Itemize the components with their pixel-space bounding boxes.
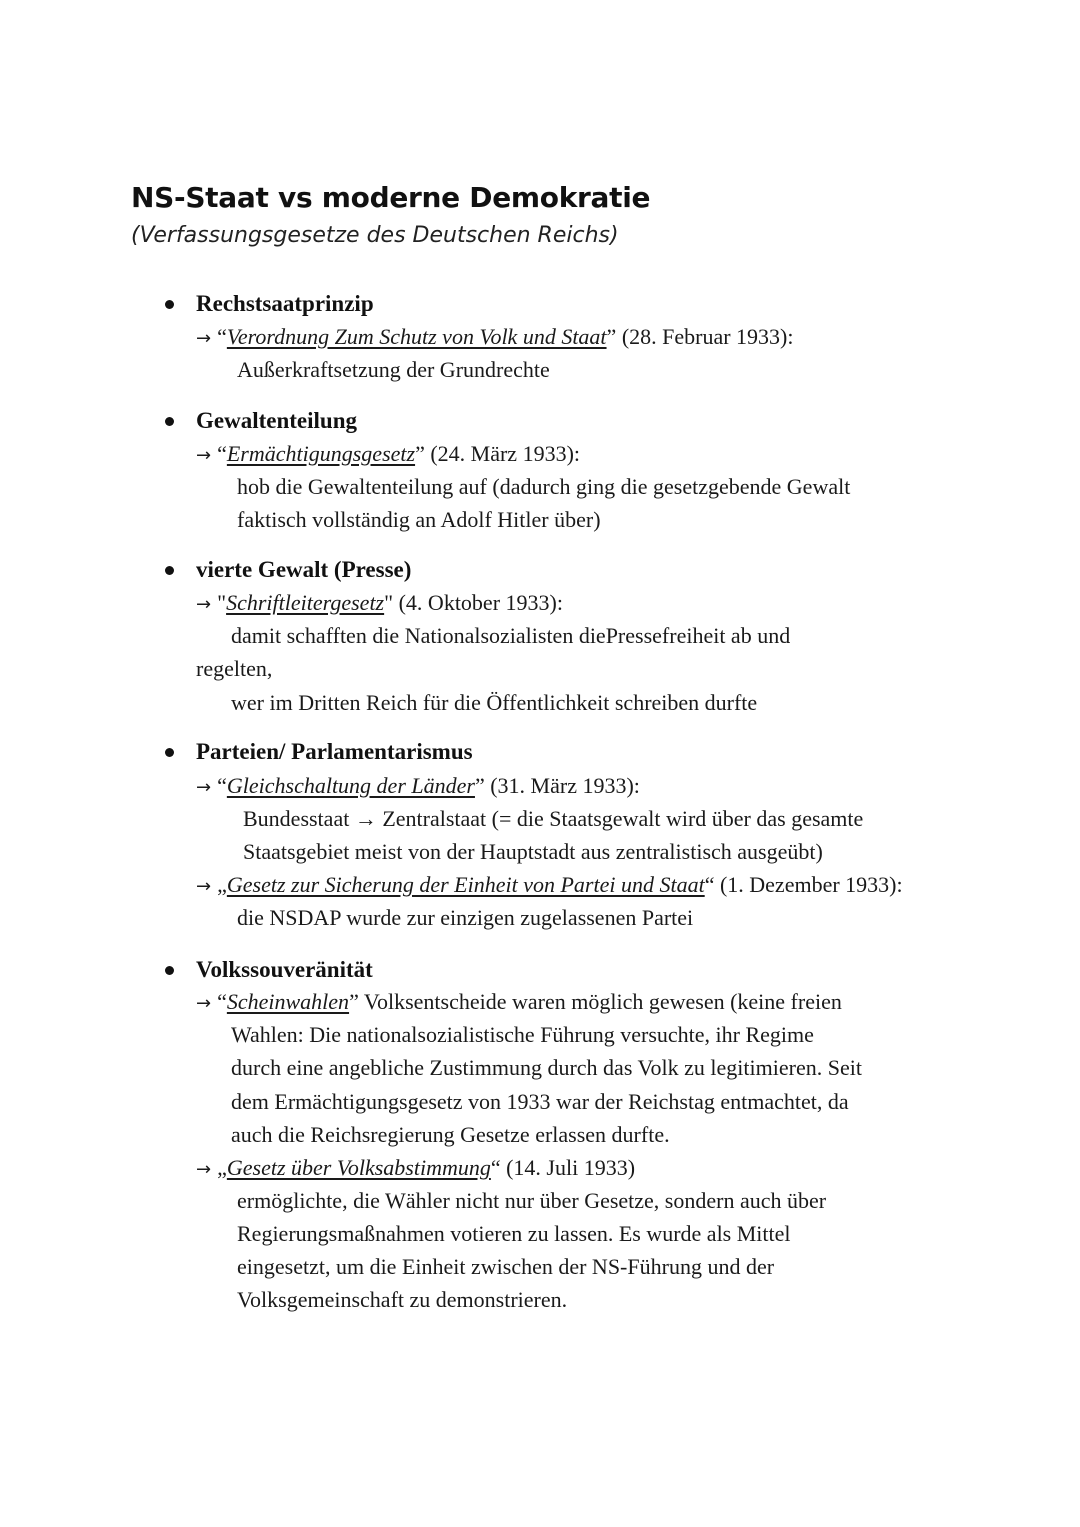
entry-text-line: wer im Dritten Reich für die Öffentlichkeit schreiben durfte (231, 690, 758, 715)
bullet-icon (165, 966, 174, 975)
law-name: Verordnung Zum Schutz von Volk und Staat (226, 324, 607, 349)
arrow-right-icon: → (196, 876, 212, 897)
law-name: Schriftleitergesetz (226, 590, 385, 615)
law-date: (14. Juli 1933) (500, 1155, 636, 1180)
bullet-icon (165, 748, 174, 757)
entry-text-line: Außerkraftsetzung der Grundrechte (237, 357, 550, 382)
section-heading: Volkssouveränität (196, 957, 373, 982)
entry-text-line: auch die Reichsregierung Gesetze erlassen durfte. (231, 1122, 670, 1147)
entry-text-line: damit schafften die Nationalsozialisten diePressefreiheit ab und (231, 623, 791, 648)
entry-text-line: faktisch vollständig an Adolf Hitler über) (237, 507, 601, 532)
law-name: Gesetz zur Sicherung der Einheit von Partei und Staat (226, 872, 705, 897)
entry-text-line: dem Ermächtigungsgesetz von 1933 war der Reichstag entmachtet, da (231, 1089, 849, 1114)
entry-text-line: Staatsgebiet meist von der Hauptstadt aus zentralistisch ausgeübt) (243, 839, 823, 864)
arrow-right-icon: → (196, 993, 212, 1014)
law-entry: → "Schriftleitergesetz" (4. Oktober 1933): (196, 588, 563, 620)
law-date: (24. März 1933): (424, 441, 581, 466)
entry-text-line: ermöglichte, die Wähler nicht nur über Gesetze, sondern auch über (237, 1188, 827, 1213)
entry-text-line: Volksgemeinschaft zu demonstrieren. (237, 1287, 568, 1312)
entry-text-line: Wahlen: Die nationalsozialistische Führung versuchte, ihr Regime (231, 1022, 814, 1047)
arrow-right-icon: → (196, 777, 212, 798)
law-name: Gesetz über Volksabstimmung (226, 1155, 491, 1180)
law-entry: → “Scheinwahlen” Volksentscheide waren möglich gewesen (keine freien (196, 987, 842, 1019)
law-date: (4. Oktober 1933): (393, 590, 563, 615)
law-date: (1. Dezember 1933): (714, 872, 903, 897)
law-entry: → “Ermächtigungsgesetz” (24. März 1933): (196, 439, 580, 471)
bullet-icon (165, 417, 174, 426)
law-date: Volksentscheide waren möglich gewesen (keine freien (358, 989, 842, 1014)
arrow-right-icon: → (196, 445, 212, 466)
arrow-right-icon: → (196, 1159, 212, 1180)
entry-text-line: Bundesstaat → Zentralstaat (= die Staatsgewalt wird über das gesamte (243, 806, 864, 831)
law-date: (28. Februar 1933): (616, 324, 794, 349)
law-name: Gleichschaltung der Länder (226, 773, 475, 798)
entry-text-line: durch eine angebliche Zustimmung durch das Volk zu legitimieren. Seit (231, 1055, 862, 1080)
entry-text-line: hob die Gewaltenteilung auf (dadurch ging die gesetzgebende Gewalt (237, 474, 851, 499)
law-entry: → “Gleichschaltung der Länder” (31. März 1933): (196, 771, 640, 803)
page-subtitle: (Verfassungsgesetze des Deutschen Reichs) (131, 223, 619, 248)
arrow-right-icon: → (196, 594, 212, 615)
section-heading: vierte Gewalt (Presse) (196, 557, 412, 582)
section-heading: Rechstsaatprinzip (196, 291, 374, 316)
bullet-icon (165, 300, 174, 309)
arrow-right-icon: → (196, 328, 212, 349)
law-date: (31. März 1933): (484, 773, 640, 798)
entry-text-line: eingesetzt, um die Einheit zwischen der NS-Führung und der (237, 1254, 775, 1279)
law-name: Ermächtigungsgesetz (226, 441, 416, 466)
law-entry: → “Verordnung Zum Schutz von Volk und Staat” (28. Februar 1933): (196, 322, 794, 354)
entry-text-line: Regierungsmaßnahmen votieren zu lassen. Es wurde als Mittel (237, 1221, 791, 1246)
law-entry: → „Gesetz über Volksabstimmung“ (14. Juli 1933) (196, 1153, 635, 1185)
law-name: Scheinwahlen (226, 989, 350, 1014)
section-heading: Gewaltenteilung (196, 408, 357, 433)
law-entry: → „Gesetz zur Sicherung der Einheit von Partei und Staat“ (1. Dezember 1933): (196, 870, 903, 902)
section-heading: Parteien/ Parlamentarismus (196, 739, 473, 764)
entry-text-line: regelten, (196, 656, 273, 681)
entry-text-line: die NSDAP wurde zur einzigen zugelassenen Partei (237, 905, 694, 930)
bullet-icon (165, 566, 174, 575)
page-title: NS-Staat vs moderne Demokratie (131, 181, 651, 214)
